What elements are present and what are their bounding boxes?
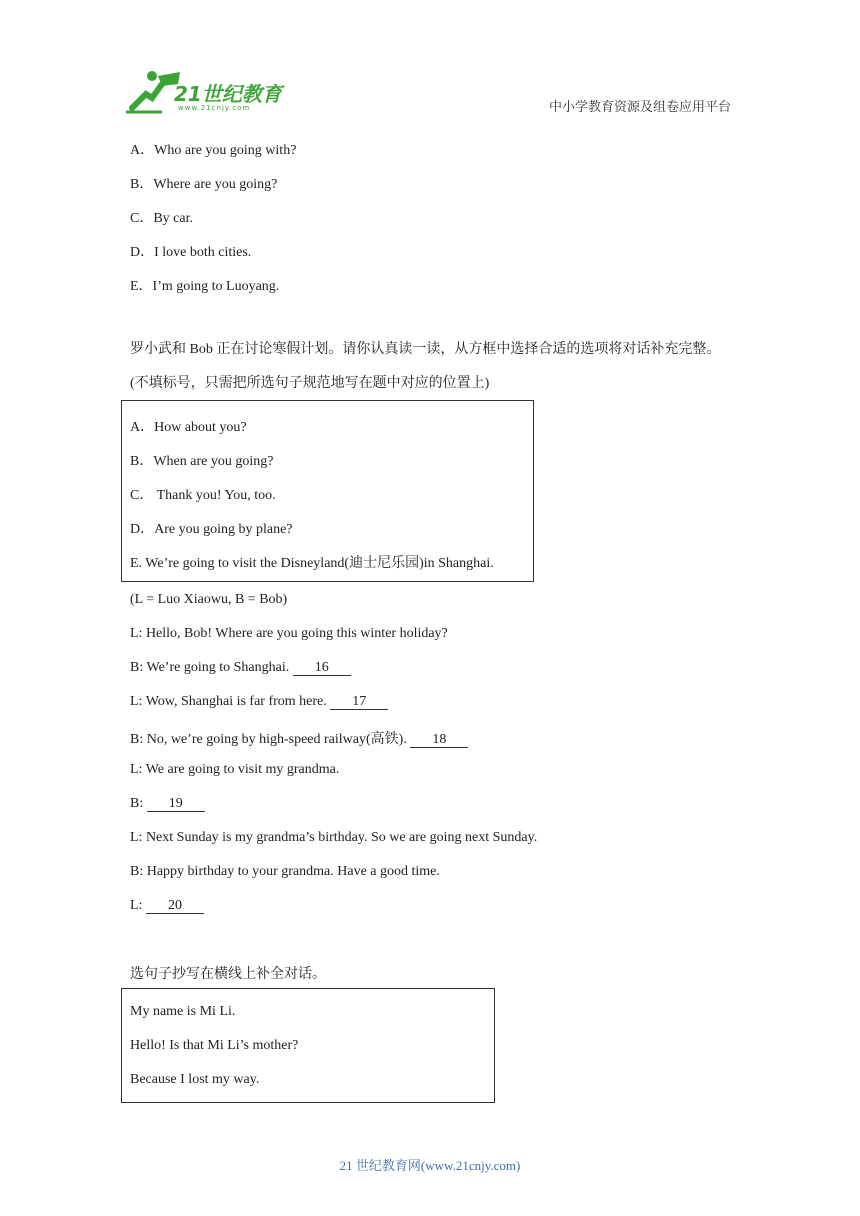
- dialog-text: B: Happy birthday to your grandma. Have a good time.: [130, 864, 440, 879]
- sentence-option: My name is Mi Li.: [130, 1004, 236, 1019]
- dialog-text: L: We are going to visit my grandma.: [130, 762, 340, 777]
- answer-blank-18[interactable]: 18: [410, 732, 468, 748]
- dialog-line: [130, 796, 205, 812]
- site-logo: [122, 68, 292, 116]
- logo-url-text: www.21cnjy.com: [178, 104, 251, 112]
- box-option-b: B．When are you going?: [130, 454, 274, 469]
- option-d: D．I love both cities.: [130, 245, 252, 260]
- dialog-line: [130, 762, 339, 778]
- page-footer: 21 世纪教育网(www.21cnjy.com): [339, 1158, 521, 1173]
- sentence-option: Because I lost my way.: [130, 1072, 260, 1087]
- dialog-text: L: Hello, Bob! Where are you going this winter holiday?: [130, 626, 448, 641]
- box-option-e: E. We’re going to visit the Disneyland(迪士尼乐园)in Shanghai.: [130, 556, 494, 571]
- dialog-line: [130, 660, 351, 676]
- box-option-a: A．How about you?: [130, 420, 247, 435]
- option-a: A．Who are you going with?: [130, 143, 297, 158]
- dialog-line: [130, 830, 537, 846]
- logo-text: 21世纪教育: [174, 82, 282, 106]
- section2-instructions: 罗小武和 Bob 正在讨论寒假计划。请你认真读一读，从方框中选择合适的选项将对话补充完整。(不填标号，只需把所选句子规范地写在题中对应的位置上): [130, 342, 721, 391]
- answer-blank-19[interactable]: 19: [147, 796, 205, 812]
- dialog-note: (L = Luo Xiaowu, B = Bob): [130, 592, 288, 607]
- dialog-text: L: Wow, Shanghai is far from here.: [130, 694, 331, 709]
- answer-blank-16[interactable]: 16: [293, 660, 351, 676]
- dialog-text: L:: [130, 898, 146, 913]
- option-c: C．By car.: [130, 211, 193, 226]
- answer-blank-20[interactable]: 20: [146, 898, 204, 914]
- option-b: B．Where are you going?: [130, 177, 278, 192]
- dialog-text: B: No, we’re going by high-speed railway(高铁).: [130, 732, 411, 747]
- dialog-text: B:: [130, 796, 147, 811]
- header-tagline: 中小学教育资源及组卷应用平台: [549, 99, 732, 114]
- dialog-line: [130, 694, 388, 710]
- sentence-option: Hello! Is that Mi Li’s mother?: [130, 1038, 299, 1053]
- dialog-text: L: Next Sunday is my grandma’s birthday. So we are going next Sunday.: [130, 830, 538, 845]
- box-option-c: C． Thank you! You, too.: [130, 488, 276, 503]
- dialog-line: [130, 898, 204, 914]
- box-option-d: D．Are you going by plane?: [130, 522, 293, 537]
- option-e: E．I’m going to Luoyang.: [130, 279, 280, 294]
- dialog-line: [130, 728, 468, 748]
- answer-blank-17[interactable]: 17: [330, 694, 388, 710]
- dialog-text: B: We’re going to Shanghai.: [130, 660, 293, 675]
- dialog-line: [130, 626, 448, 642]
- dialog-line: [130, 864, 440, 880]
- section3-instructions: 选句子抄写在横线上补全对话。: [130, 967, 326, 982]
